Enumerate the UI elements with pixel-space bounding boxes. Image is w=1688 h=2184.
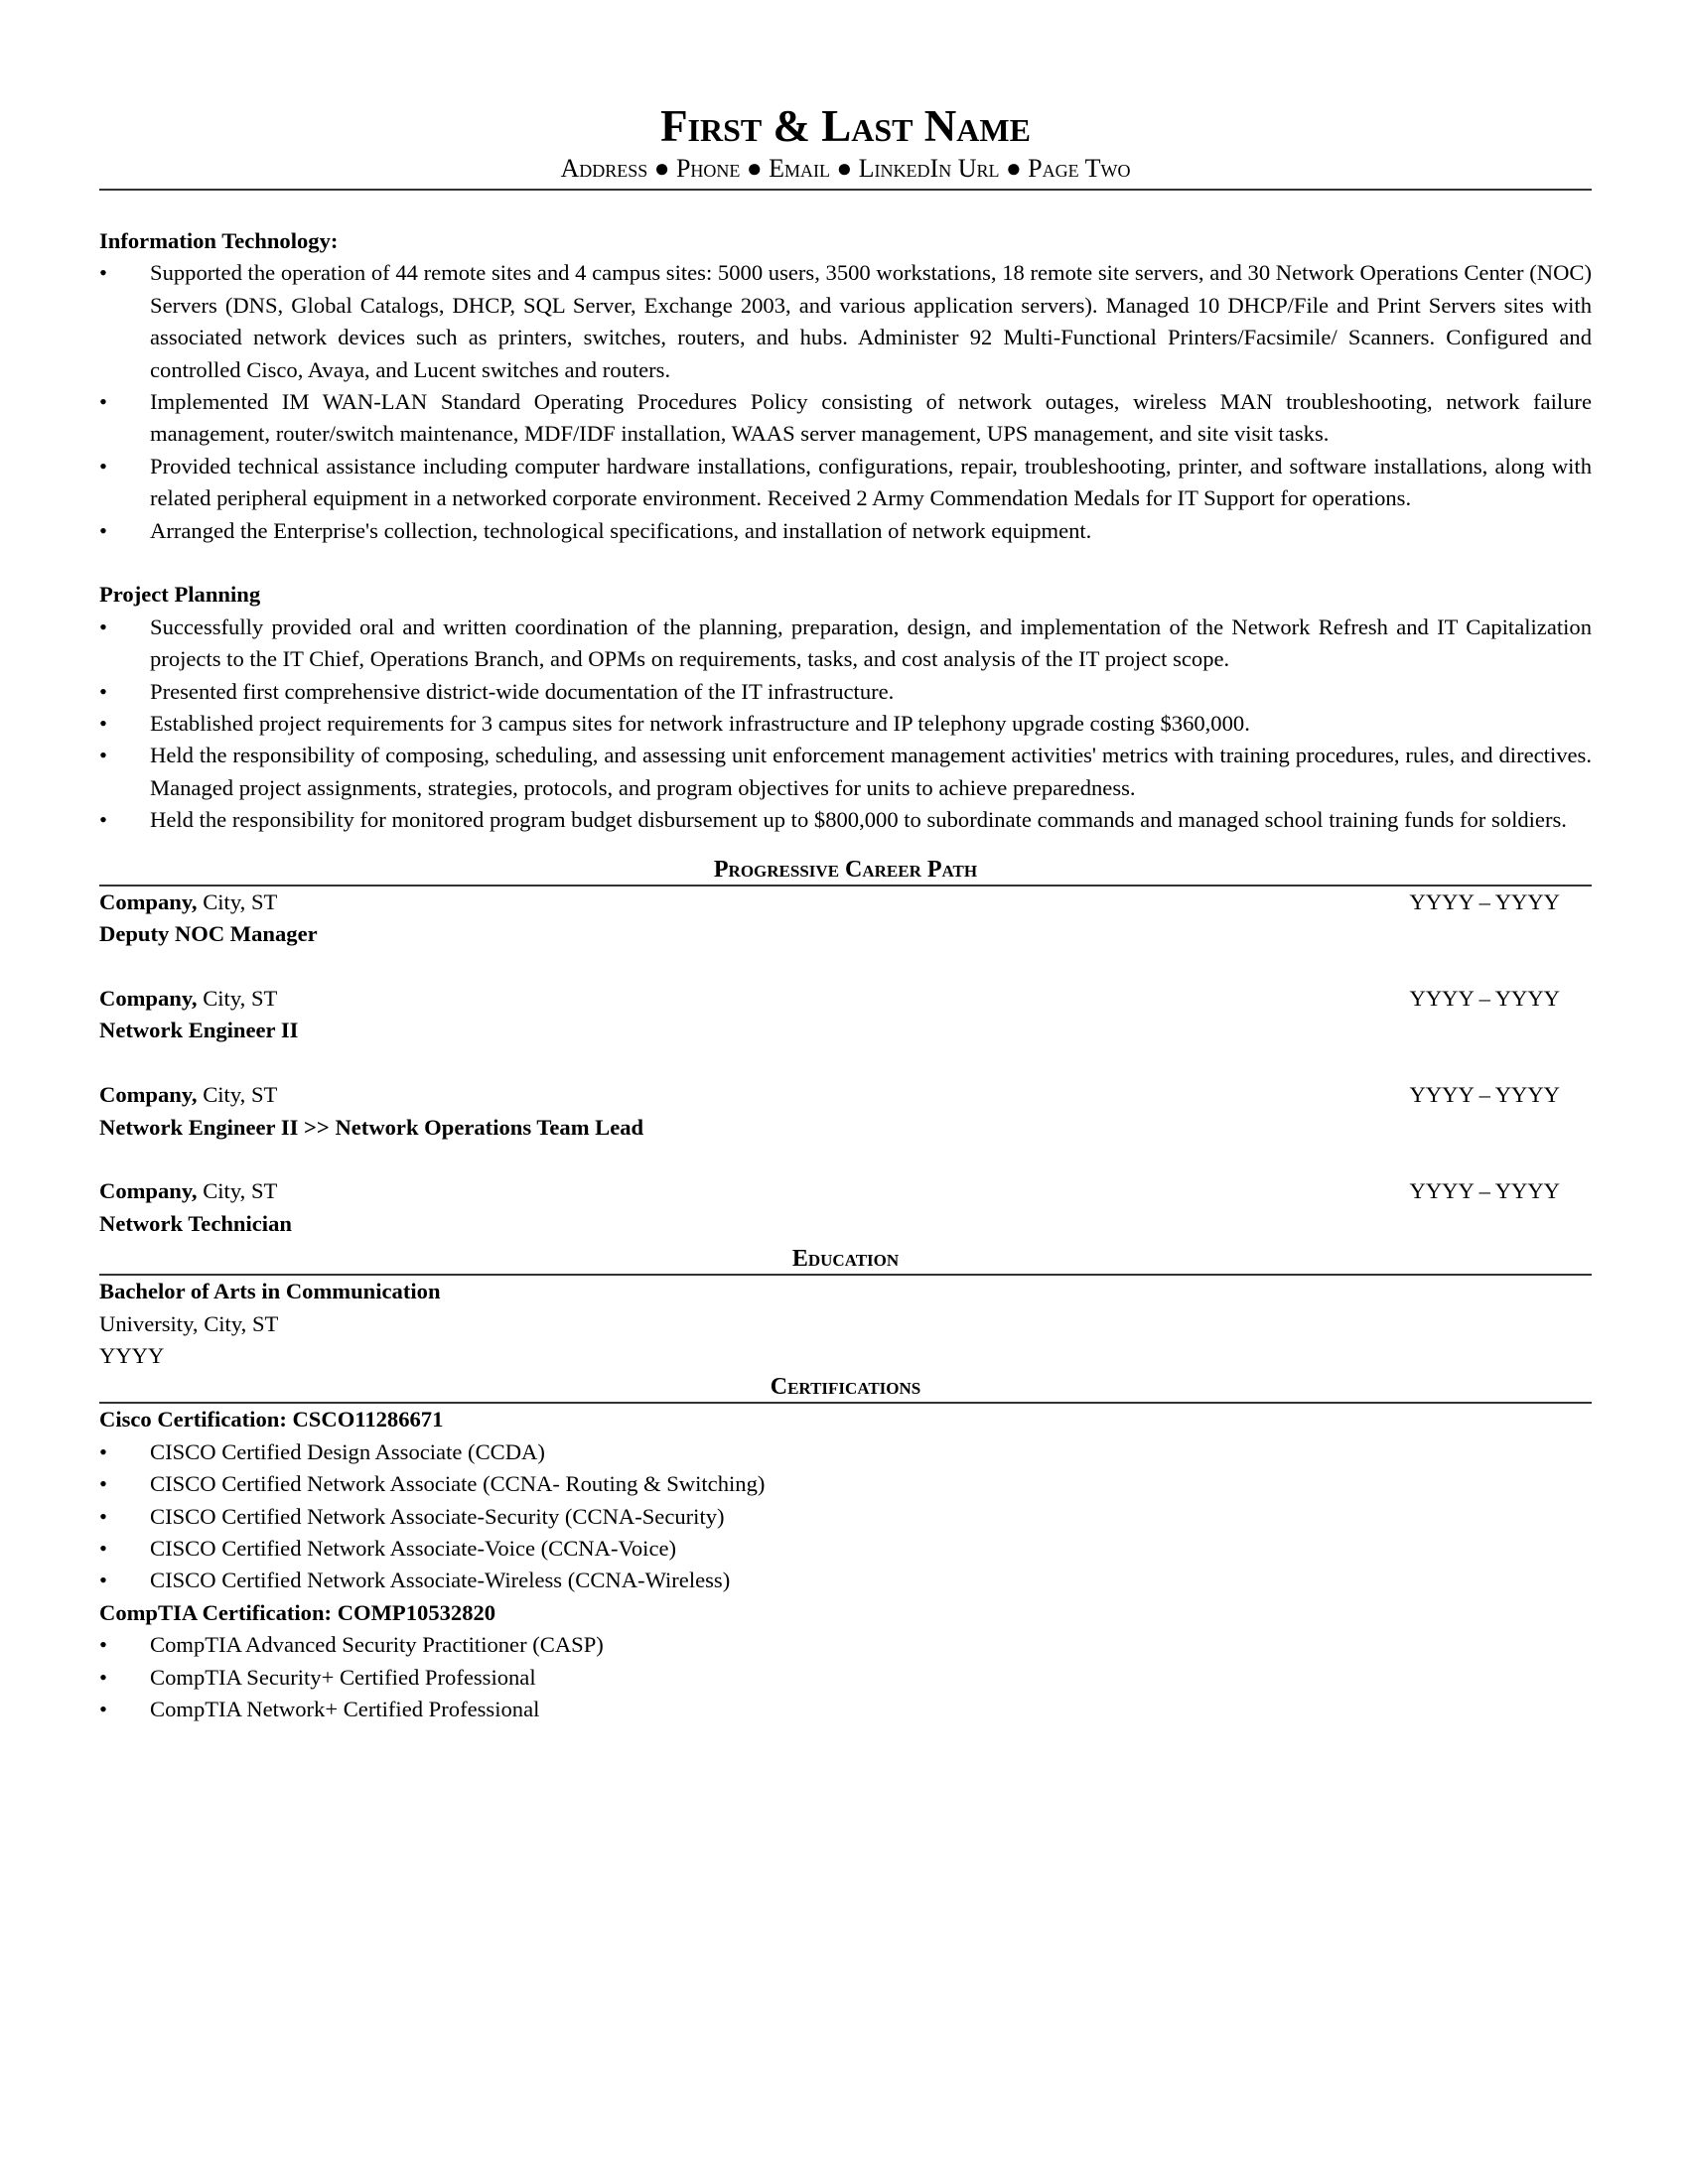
company-name: Company, [99,985,198,1011]
job-title: Network Technician [99,1210,292,1236]
job-list [99,887,1592,1240]
bullet-item [99,740,1592,804]
education-heading: Education [99,1244,1592,1276]
company-name: Company, [99,1082,198,1108]
bullet-icon: • [99,807,107,833]
bullet-icon: • [99,614,107,639]
cisco-heading: Cisco Certification: CSCO11286671 [99,1407,444,1433]
bullet-icon: • [99,453,107,478]
bullet-item [99,515,1592,547]
company-name: Company, [99,1178,198,1204]
company-location: City, ST [197,888,278,914]
job-entry [99,983,1592,1047]
bullet-icon: • [99,260,107,286]
job-title: Deputy NOC Manager [99,921,318,947]
bullet-item [99,451,1592,515]
bullet-item [99,386,1592,451]
bullet-item [99,1694,1592,1725]
bullet-text: CISCO Certified Network Associate (CCNA- Routing & Switching) [150,1471,766,1497]
bullet-item [99,708,1592,740]
bullet-item [99,676,1592,708]
pp-list [99,612,1592,837]
job-entry [99,1175,1592,1240]
bullet-icon: • [99,389,107,415]
it-list [99,257,1592,547]
it-heading: Information Technology: [99,228,339,253]
bullet-item [99,1436,1592,1468]
pp-heading: Project Planning [99,582,261,608]
job-dates: YYYY – YYYY [1409,1178,1560,1204]
bullet-item [99,804,1592,836]
bullet-text: Held the responsibility for monitored program budget disbursement up to $800,000 to subordinate commands and managed school training funds for soldiers. [150,807,1567,833]
bullet-icon: • [99,1471,107,1497]
career-heading: Progressive Career Path [99,855,1592,887]
bullet-text: Supported the operation of 44 remote sites and 4 campus sites: 5000 users, 3500 workstations, 18 remote site servers, and 30 Network Operations Center (NOC) Servers (DNS, Global Catalogs, DHCP, SQL Server, Exchange 2003, and various application servers). Managed 10 DHCP/File and Print Servers sites with associated network devices such as printers, switches, routers, and hubs. Administer 92 Multi-Functional Printers/Facsimile/ Scanners. Configured and controlled Cisco, Avaya, and Lucent switches and routers. [150,260,1592,382]
bullet-text: CompTIA Network+ Certified Professional [150,1697,540,1721]
contact-line: Address ● Phone ● Email ● LinkedIn Url ● Page Two [99,153,1592,191]
bullet-icon: • [99,517,107,543]
bullet-item [99,1501,1592,1533]
bullet-icon: • [99,1503,107,1529]
bullet-text: Arranged the Enterprise's collection, technological specifications, and installation of network equipment. [150,517,1092,543]
company-location: City, ST [197,1082,278,1108]
comptia-heading: CompTIA Certification: COMP10532820 [99,1599,496,1625]
job-title: Network Engineer II >> Network Operations Team Lead [99,1114,644,1140]
bullet-text: CISCO Certified Network Associate-Voice (CCNA-Voice) [150,1535,677,1561]
job-dates: YYYY – YYYY [1409,1082,1560,1108]
bullet-item [99,1468,1592,1500]
cisco-list [99,1436,1592,1597]
bullet-icon: • [99,711,107,737]
bullet-text: Presented first comprehensive district-wide documentation of the IT infrastructure. [150,678,895,704]
bullet-item [99,1629,1592,1661]
bullet-text: CISCO Certified Network Associate-Security (CCNA-Security) [150,1503,725,1529]
bullet-icon: • [99,1664,107,1690]
bullet-icon: • [99,1438,107,1464]
bullet-text: CISCO Certified Design Associate (CCDA) [150,1438,545,1464]
job-title: Network Engineer II [99,1018,299,1043]
bullet-text: Implemented IM WAN-LAN Standard Operating Procedures Policy consisting of network outages, wireless MAN troubleshooting, network failure management, router/switch maintenance, MDF/IDF installation, WAAS server management, UPS management, and site visit tasks. [150,389,1592,447]
company-location: City, ST [197,1178,278,1204]
bullet-text: Held the responsibility of composing, scheduling, and assessing unit enforcement management activities' metrics with training procedures, rules, and directives. Managed project assignments, strategies, protocols, and program objectives for units to achieve preparedness. [150,743,1592,800]
bullet-icon: • [99,1632,107,1658]
bullet-text: Provided technical assistance including computer hardware installations, configurations, repair, troubleshooting, printer, and software installations, along with related peripheral equipment in a networked corporate environment. Received 2 Army Commendation Medals for IT Support for operations. [150,453,1592,511]
bullet-icon: • [99,1568,107,1593]
job-entry [99,1079,1592,1144]
bullet-icon: • [99,1697,107,1721]
bullet-text: Successfully provided oral and written coordination of the planning, preparation, design, and implementation of the Network Refresh and IT Capitalization projects to the IT Chief, Operations Branch, and OPMs on requirements, tasks, and cost analysis of the IT project scope. [150,614,1592,672]
degree: Bachelor of Arts in Communication [99,1279,441,1304]
job-dates: YYYY – YYYY [1409,888,1560,914]
job-dates: YYYY – YYYY [1409,985,1560,1011]
bullet-text: CompTIA Advanced Security Practitioner (CASP) [150,1632,604,1658]
bullet-text: CompTIA Security+ Certified Professional [150,1664,536,1690]
candidate-name: First & Last Name [660,101,1031,151]
bullet-text: Established project requirements for 3 campus sites for network infrastructure and IP telephony upgrade costing $360,000. [150,711,1250,737]
bullet-item [99,612,1592,676]
bullet-text: CISCO Certified Network Associate-Wireless (CCNA-Wireless) [150,1568,731,1593]
bullet-item [99,1533,1592,1565]
bullet-icon: • [99,1535,107,1561]
bullet-item [99,257,1592,386]
company-location: City, ST [197,985,278,1011]
bullet-icon: • [99,743,107,768]
bullet-icon: • [99,678,107,704]
comptia-list [99,1629,1592,1725]
job-entry [99,887,1592,951]
grad-year: YYYY [99,1342,165,1368]
bullet-item [99,1662,1592,1694]
certifications-heading: Certifications [99,1372,1592,1404]
school: University, City, ST [99,1310,279,1336]
company-name: Company, [99,888,198,914]
bullet-item [99,1565,1592,1596]
resume-page [99,99,1592,1725]
